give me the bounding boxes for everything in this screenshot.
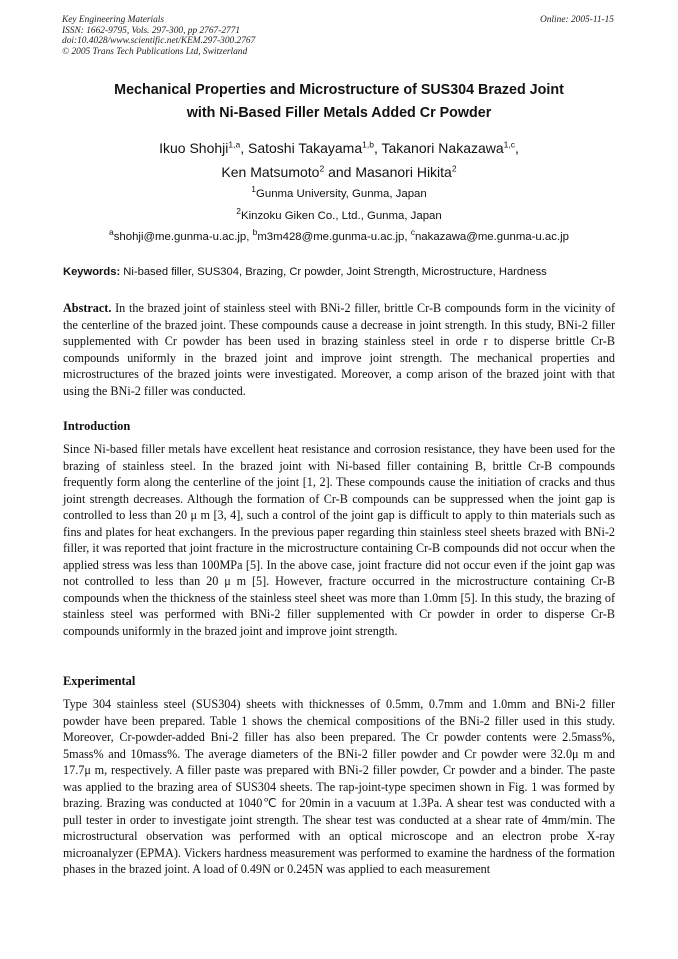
email-line <box>40 227 638 243</box>
affil-text: Gunma University, Gunma, Japan <box>256 188 427 200</box>
copyright-line: © 2005 Trans Tech Publications Ltd, Switzerland <box>62 46 248 57</box>
author-line-2 <box>40 160 638 184</box>
author-name: Ikuo Shohji <box>159 140 229 156</box>
online-date: Online: 2005-11-15 <box>539 15 614 25</box>
paper-title <box>40 79 638 125</box>
author-affil-mark: 2 <box>319 163 325 174</box>
author-line-1 <box>40 136 638 160</box>
email-link[interactable]: shohji@me.gunma-u.ac.jp <box>113 231 247 243</box>
affil-text: Kinzoku Giken Co., Ltd., Gunma, Japan <box>241 210 442 222</box>
email-link[interactable]: nakazawa@me.gunma-u.ac.jp <box>414 231 569 243</box>
introduction-body: Since Ni-based filler metals have excellent heat resistance and corrosion resistance, they have been used for the brazing of stainless steel. In the brazed joint with Ni-based filler containing B, brittle Cr-B compounds frequently form along the centerline of the joint [1, 2]. These compounds cause the initiation of cracks and thus joint strength decreases. Although the formation of Cr-B compounds can be suppressed when the joint gap is controlled to less than 20 μ m [3, 4], such a control of the joint gap is difficult to apply to thin materials such as fins and plates for heat exchangers. In the previous paper regarding thin stainless steel sheets brazed with BNi-2 filler, it was reported that joint fracture in the microstructure containing Cr-B compounds did not occur when the applied stress was less than 100MPa [5]. In the above case, joint fracture did not occur even if the joint gap was not controlled to less than 20 μ m [5]. However, fracture occurred in the microstructure containing Cr-B compounds when the thickness of the stainless steel sheet was more than 1.0mm [5]. In this study, the brazing of stainless steel was performed with BNi-2 filler supplemented with Cr powder in order to disperse Cr-B compounds uniformly in the brazed joint and improve joint strength. <box>63 442 615 639</box>
email-mark: c <box>410 227 415 238</box>
email-separator: , <box>404 231 411 243</box>
author-separator: , <box>515 140 519 156</box>
author-list <box>40 136 638 184</box>
affil-mark: 1 <box>251 184 256 195</box>
journal-name: Key Engineering Materials <box>62 15 165 25</box>
issn-line: ISSN: 1662-9795, Vols. 297-300, pp 2767-2771 <box>62 25 241 36</box>
affiliation-1 <box>40 184 638 200</box>
author-name: Takanori Nakazawa <box>381 140 504 156</box>
author-separator: , <box>240 140 248 156</box>
email-separator: , <box>246 231 253 243</box>
author-conjunction: and <box>324 164 356 180</box>
doi-line: doi:10.4028/www.scientific.net/KEM.297-300.2767 <box>62 36 256 47</box>
abstract-text: In the brazed joint of stainless steel with BNi-2 filler, brittle Cr-B compounds form in the vicinity of the centerline of the brazed joint. These compounds cause a decrease in joint strength. In this study, BNi-2 filler supplemented with Cr powder has been used in brazing stainless steel in orde r to disperse brittle Cr-B compounds uniformly in the brazed joint and improve joint strength. The mechanical properties and microstructures of the brazed joints were investigated. Moreover, a comp arison of the brazed joint with that using the BNi-2 filler was conducted. <box>63 301 615 398</box>
affiliation-2 <box>40 206 638 222</box>
author-affil-mark: 1,c <box>503 139 515 150</box>
abstract-label: Abstract. <box>63 301 112 315</box>
email-link[interactable]: m3m428@me.gunma-u.ac.jp <box>257 231 405 243</box>
title-line-1: Mechanical Properties and Microstructure of SUS304 Brazed Joint <box>114 82 564 98</box>
author-affil-mark: 2 <box>451 163 457 174</box>
author-affil-mark: 1,a <box>228 139 241 150</box>
author-name: Masanori Hikita <box>355 164 452 180</box>
keywords-text: Ni-based filler, SUS304, Brazing, Cr powder, Joint Strength, Microstructure, Hardness <box>120 266 547 278</box>
title-line-2: with Ni-Based Filler Metals Added Cr Powder <box>186 105 492 121</box>
author-name: Satoshi Takayama <box>247 140 363 156</box>
author-name: Ken Matsumoto <box>221 164 320 180</box>
affil-mark: 2 <box>236 206 241 217</box>
author-separator: , <box>373 140 382 156</box>
introduction-heading: Introduction <box>63 419 131 433</box>
keywords <box>63 266 623 278</box>
abstract <box>63 300 615 399</box>
keywords-label: Keywords: <box>63 266 121 278</box>
journal-header <box>62 15 614 57</box>
email-mark: a <box>109 227 114 238</box>
experimental-body: Type 304 stainless steel (SUS304) sheets with thicknesses of 0.5mm, 0.7mm and 1.0mm and BNi-2 filler powder have been prepared. Table 1 shows the chemical compositions of the BNi-2 filler used in this study. Moreover, Cr-powder-added Bni-2 filler has also been prepared. The Cr powder contents were 2.5mass%, 5mass% and 10mass%. The average diameters of the BNi-2 filler powder and Cr powder were 32.0μ m and 17.7μ m, respectively. A filler paste was prepared with BNi-2 filler powder, Cr powder and a binder. The paste was applied to the brazing area of SUS304 sheets. The rap-joint-type specimen shown in Fig. 1 was formed by brazing. Brazing was conducted at 1040℃ for 20min in a vacuum at 1.3Pa. A shear test was conducted with a pull tester in order to investigate joint strength. The shear test was conducted at a shear rate of 4mm/min. The microstructural observation was performed with an optical microscope and an electron probe X-ray microanalyzer (EPMA). Vickers hardness measurement was performed to examine the hardness of the formation phases in the brazed joint. A load of 0.49N or 0.245N was applied to each measurement <box>63 697 615 877</box>
author-affil-mark: 1,b <box>362 139 374 150</box>
experimental-heading: Experimental <box>63 674 136 688</box>
email-mark: b <box>252 227 258 238</box>
